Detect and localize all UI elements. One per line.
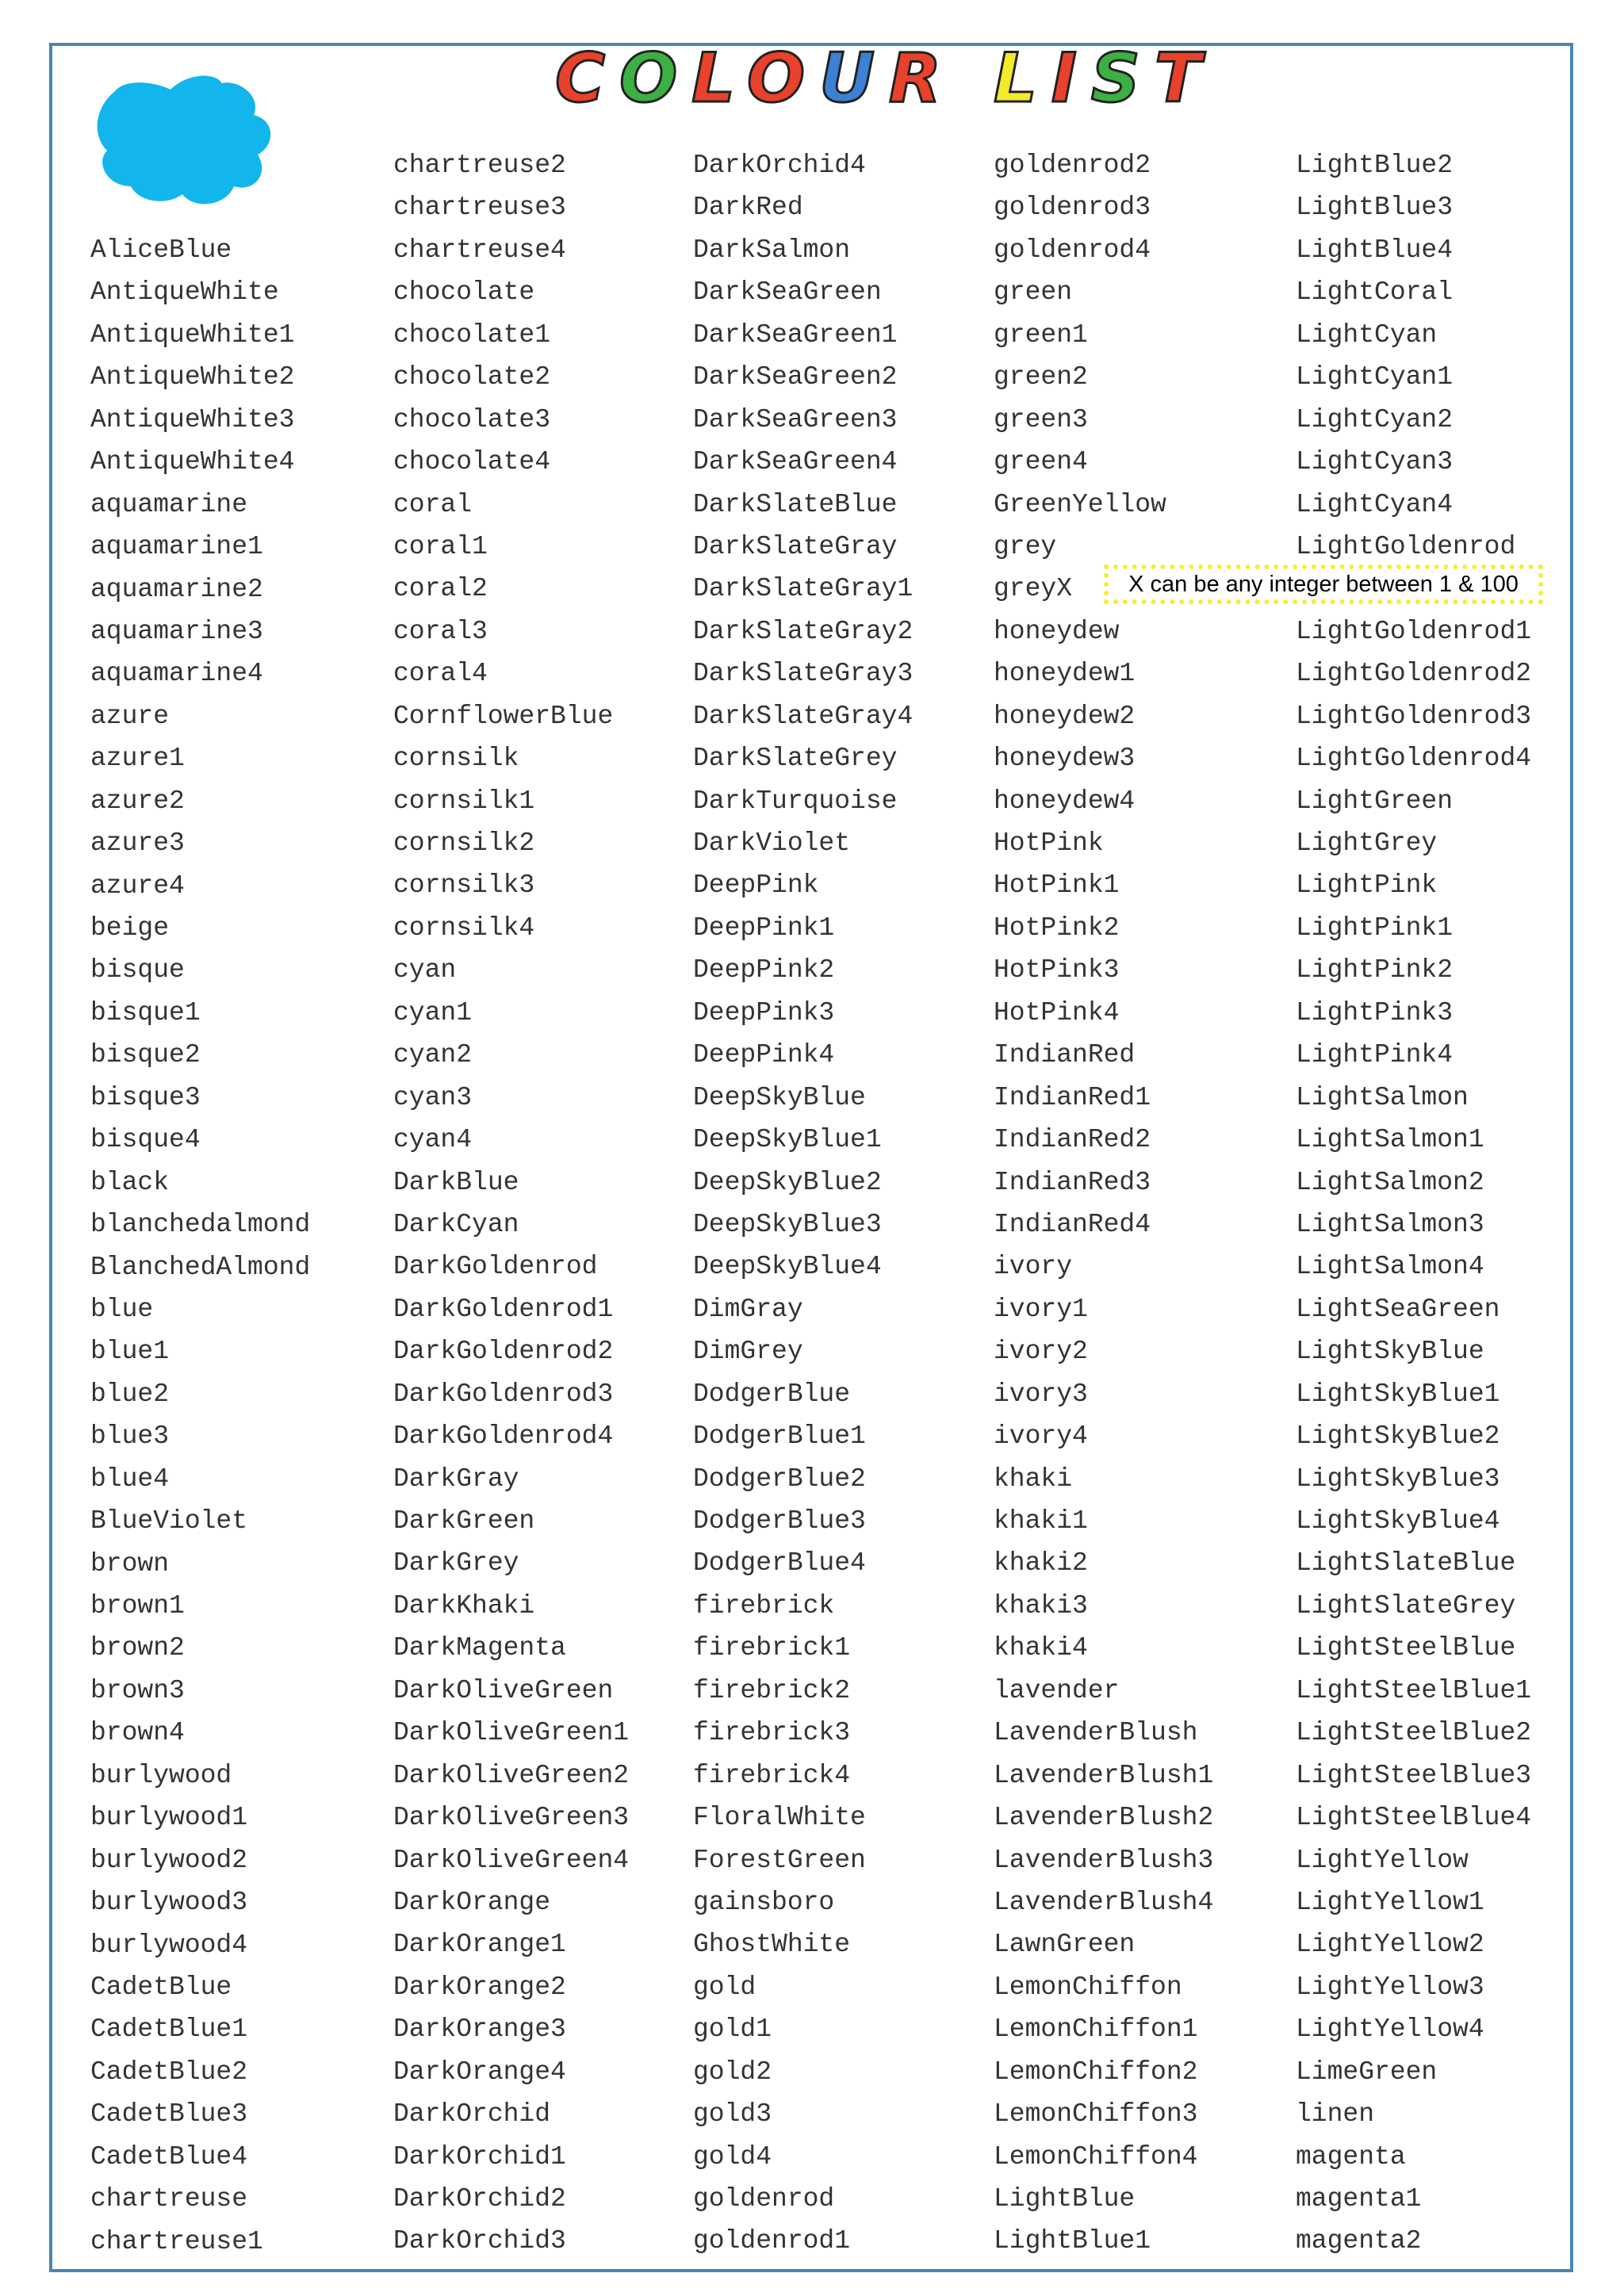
color-name-item: DarkOrange3 — [393, 2015, 566, 2045]
color-name-item: DarkOrchid4 — [693, 151, 866, 180]
color-name-item: BlanchedAlmond — [90, 1252, 311, 1282]
title-letter — [956, 39, 994, 118]
color-name-item: DarkSlateGray1 — [693, 574, 914, 604]
color-name-item: DarkOrange — [393, 1887, 551, 1917]
color-name-item: lavender — [994, 1675, 1120, 1705]
color-name-item: DarkKhaki — [393, 1590, 535, 1621]
color-name-item: brown3 — [90, 1675, 185, 1705]
title-letter: O — [746, 39, 820, 118]
color-name-item: aquamarine3 — [90, 616, 263, 646]
color-name-item: gold2 — [693, 2057, 772, 2087]
color-name-item: DarkOliveGreen4 — [393, 1845, 630, 1875]
color-name-item: DarkOliveGreen3 — [393, 1803, 630, 1833]
color-name-item: brown2 — [90, 1633, 185, 1663]
color-name-item: DarkSeaGreen3 — [693, 404, 898, 434]
color-name-item: coral — [393, 489, 473, 519]
color-name-item: LightCyan4 — [1296, 489, 1454, 519]
color-name-item: DarkSlateGray2 — [693, 616, 914, 646]
color-name-item: DarkSeaGreen4 — [693, 447, 898, 477]
color-column-1 — [90, 229, 310, 2263]
color-name-item: AntiqueWhite — [90, 277, 279, 308]
color-name-item: DarkSlateGrey — [693, 744, 898, 774]
color-name-item: HotPink2 — [994, 913, 1120, 943]
title-letter: U — [819, 39, 889, 118]
color-name-item: khaki4 — [994, 1633, 1088, 1663]
color-name-item: LightSteelBlue — [1296, 1633, 1516, 1663]
color-name-item: ForestGreen — [693, 1845, 866, 1875]
color-name-item: ivory — [994, 1252, 1073, 1282]
color-name-item: blue4 — [90, 1464, 170, 1494]
color-name-item: DarkSalmon — [693, 235, 851, 265]
color-name-item: DarkRed — [693, 193, 803, 223]
color-name-item: black — [90, 1167, 170, 1197]
title-letter: T — [1154, 39, 1216, 118]
color-name-item: magenta — [1296, 2141, 1406, 2172]
color-name-item: DeepSkyBlue1 — [693, 1125, 882, 1155]
color-name-item: gold — [693, 1972, 756, 2002]
color-name-item: cornsilk4 — [393, 913, 535, 943]
color-name-item: DodgerBlue1 — [693, 1422, 866, 1452]
color-name-item: beige — [90, 913, 170, 943]
color-name-item: LightPink2 — [1296, 955, 1454, 985]
color-name-item: LightBlue3 — [1296, 193, 1454, 223]
color-name-item: brown1 — [90, 1591, 185, 1621]
color-name-item: AntiqueWhite2 — [90, 362, 295, 392]
color-name-item: LimeGreen — [1296, 2057, 1438, 2087]
color-name-item: LightCyan3 — [1296, 447, 1454, 477]
color-name-item: green — [994, 277, 1073, 308]
color-name-item: HotPink4 — [994, 997, 1120, 1027]
color-name-item: chartreuse4 — [393, 235, 566, 265]
color-name-item: firebrick3 — [693, 1718, 851, 1748]
color-name-item: LightSkyBlue1 — [1296, 1379, 1500, 1409]
color-name-item: coral1 — [393, 531, 488, 561]
color-name-item: goldenrod1 — [693, 2226, 851, 2256]
color-name-item: DarkViolet — [693, 828, 851, 858]
color-name-item: LemonChiffon2 — [994, 2057, 1198, 2087]
color-name-item: IndianRed2 — [994, 1125, 1151, 1155]
color-name-item: LightBlue2 — [1296, 151, 1454, 180]
color-name-item: LightGoldenrod4 — [1296, 744, 1532, 774]
color-name-item: DodgerBlue — [693, 1379, 851, 1409]
color-name-item: CadetBlue — [90, 1972, 232, 2002]
color-name-item: DodgerBlue2 — [693, 1464, 866, 1494]
color-name-item: chocolate3 — [393, 404, 551, 434]
color-name-item: AliceBlue — [90, 235, 232, 265]
color-name-item: cornsilk2 — [393, 828, 535, 858]
color-name-item: CadetBlue4 — [90, 2141, 248, 2172]
color-name-item: green2 — [994, 362, 1088, 392]
color-name-item: DeepSkyBlue4 — [693, 1252, 882, 1282]
color-name-item: LightSalmon4 — [1296, 1252, 1484, 1282]
color-name-item: azure1 — [90, 744, 185, 774]
color-name-item: LightYellow2 — [1296, 1930, 1484, 1960]
color-name-item: magenta2 — [1296, 2226, 1422, 2256]
color-name-item: burlywood1 — [90, 1803, 248, 1833]
color-name-item: IndianRed4 — [994, 1209, 1151, 1239]
color-name-item: bisque3 — [90, 1082, 201, 1112]
greyx-note-callout: X can be any integer between 1 & 100 — [1104, 564, 1543, 604]
color-name-item: gold1 — [693, 2015, 772, 2045]
color-name-item: chocolate4 — [393, 447, 551, 477]
color-name-item: cyan4 — [393, 1125, 473, 1155]
color-name-item: DeepPink1 — [693, 913, 835, 943]
color-name-item: LightSteelBlue3 — [1296, 1760, 1532, 1790]
color-name-item: LightCoral — [1296, 277, 1454, 308]
title-letter: I — [1051, 39, 1091, 118]
color-name-item: firebrick4 — [693, 1760, 851, 1790]
color-name-item: DarkOliveGreen1 — [393, 1718, 630, 1748]
color-name-item: CadetBlue3 — [90, 2099, 248, 2130]
color-name-item: greyX — [994, 574, 1073, 604]
color-name-item: LightYellow4 — [1296, 2015, 1484, 2045]
color-name-item: goldenrod2 — [994, 151, 1151, 180]
color-name-item: LightGoldenrod — [1296, 531, 1516, 561]
color-name-item: cyan3 — [393, 1082, 473, 1112]
color-name-item: LightSkyBlue4 — [1296, 1506, 1500, 1536]
color-name-item: DeepPink — [693, 871, 819, 901]
color-name-item: coral4 — [393, 659, 488, 689]
color-name-item: bisque1 — [90, 997, 201, 1027]
color-name-item: azure — [90, 701, 170, 731]
color-name-item: LightSteelBlue1 — [1296, 1675, 1532, 1705]
color-name-item: chartreuse1 — [90, 2226, 263, 2256]
color-name-item: DeepPink4 — [693, 1040, 835, 1070]
color-name-item: blue — [90, 1294, 154, 1324]
color-name-item: LavenderBlush4 — [994, 1887, 1214, 1917]
color-name-item: DarkGoldenrod2 — [393, 1337, 614, 1367]
color-name-item: DodgerBlue4 — [693, 1548, 866, 1578]
color-name-item: IndianRed3 — [994, 1167, 1151, 1197]
color-name-item: DarkOrchid2 — [393, 2184, 566, 2214]
color-name-item: LightSalmon1 — [1296, 1125, 1484, 1155]
color-name-item: LightCyan1 — [1296, 362, 1454, 392]
color-name-item: LemonChiffon1 — [994, 2015, 1198, 2045]
color-name-item: LavenderBlush3 — [994, 1845, 1214, 1875]
color-name-item: chartreuse2 — [393, 151, 566, 180]
title-letter: C — [555, 39, 620, 118]
color-name-item: aquamarine1 — [90, 532, 263, 562]
color-name-item: DarkOrange4 — [393, 2057, 566, 2087]
color-name-item: GreenYellow — [994, 489, 1166, 519]
color-name-item: grey — [994, 531, 1057, 561]
color-name-item: BlueViolet — [90, 1506, 248, 1536]
color-name-item: DarkGoldenrod1 — [393, 1294, 614, 1324]
color-name-item: coral2 — [393, 574, 488, 604]
color-name-item: aquamarine4 — [90, 659, 263, 689]
color-name-item: AntiqueWhite4 — [90, 447, 295, 477]
color-name-item: LightBlue1 — [994, 2226, 1151, 2256]
color-name-item: LightSkyBlue — [1296, 1337, 1484, 1367]
color-name-item: FloralWhite — [693, 1803, 866, 1833]
color-name-item: DarkGoldenrod — [393, 1252, 598, 1282]
title-letter: L — [994, 39, 1051, 118]
color-name-item: cyan — [393, 955, 457, 985]
color-name-item: DarkCyan — [393, 1209, 519, 1239]
title-letter: L — [691, 39, 747, 118]
color-name-item: khaki — [994, 1464, 1073, 1494]
color-name-item: LightCyan2 — [1296, 404, 1454, 434]
color-name-item: LawnGreen — [994, 1930, 1136, 1960]
color-name-item: LemonChiffon — [994, 1972, 1182, 2002]
color-name-item: ivory4 — [994, 1422, 1088, 1452]
color-name-item: linen — [1296, 2099, 1375, 2130]
color-name-item: DarkOliveGreen — [393, 1675, 614, 1705]
color-name-item: burlywood — [90, 1760, 232, 1790]
color-name-item: LightGoldenrod3 — [1296, 701, 1532, 731]
color-name-item: LemonChiffon4 — [994, 2141, 1198, 2172]
color-name-item: DimGrey — [693, 1337, 803, 1367]
color-name-item: LightSlateBlue — [1296, 1548, 1516, 1578]
color-name-item: LightPink — [1296, 871, 1438, 901]
color-name-item: IndianRed1 — [994, 1082, 1151, 1112]
color-name-item: cyan2 — [393, 1040, 473, 1070]
color-column-4 — [994, 144, 1213, 2263]
color-name-item: khaki2 — [994, 1548, 1088, 1578]
color-name-item: cornsilk1 — [393, 786, 535, 816]
color-name-item: brown — [90, 1548, 170, 1578]
color-name-item: LightCyan — [1296, 320, 1438, 350]
page-title — [555, 35, 1216, 122]
color-name-item: burlywood3 — [90, 1888, 248, 1918]
color-name-item: LemonChiffon3 — [994, 2099, 1198, 2130]
color-name-item: CadetBlue1 — [90, 2015, 248, 2045]
color-name-item: DimGray — [693, 1294, 803, 1324]
color-name-item: DarkSlateGray4 — [693, 701, 914, 731]
color-name-item: honeydew4 — [994, 786, 1136, 816]
color-name-item: magenta1 — [1296, 2184, 1422, 2214]
color-name-item: IndianRed — [994, 1040, 1136, 1070]
color-name-item: LightSteelBlue2 — [1296, 1718, 1532, 1748]
color-name-item: LavenderBlush1 — [994, 1760, 1214, 1790]
color-name-item: cyan1 — [393, 997, 473, 1027]
title-letter: R — [888, 39, 956, 118]
color-name-item: DarkOrange2 — [393, 1972, 566, 2002]
color-name-item: LightGoldenrod1 — [1296, 616, 1532, 646]
color-name-item: LightPink4 — [1296, 1040, 1454, 1070]
color-name-item: green1 — [994, 320, 1088, 350]
color-name-item: burlywood2 — [90, 1845, 248, 1875]
color-name-item: LightSlateGrey — [1296, 1590, 1516, 1621]
color-name-item: goldenrod3 — [994, 193, 1151, 223]
color-name-item: khaki1 — [994, 1506, 1088, 1536]
color-name-item: firebrick2 — [693, 1675, 851, 1705]
color-name-item: chocolate2 — [393, 362, 551, 392]
paint-splash-icon — [83, 59, 305, 218]
color-name-item: DarkGoldenrod3 — [393, 1379, 614, 1409]
color-name-item: DarkMagenta — [393, 1633, 566, 1663]
title-letter: S — [1090, 39, 1155, 118]
color-name-item: cornsilk — [393, 744, 519, 774]
color-name-item: DeepSkyBlue — [693, 1082, 866, 1112]
color-name-item: blue3 — [90, 1422, 170, 1452]
color-name-item: chocolate1 — [393, 320, 551, 350]
color-name-item: khaki3 — [994, 1590, 1088, 1621]
color-name-item: ivory1 — [994, 1294, 1088, 1324]
color-name-item: aquamarine — [90, 489, 248, 519]
color-name-item: LightBlue — [994, 2184, 1136, 2214]
color-name-item: bisque — [90, 955, 185, 985]
color-name-item: LightYellow1 — [1296, 1887, 1484, 1917]
color-name-item: LavenderBlush2 — [994, 1803, 1214, 1833]
color-name-item: bisque2 — [90, 1040, 201, 1070]
color-name-item: azure4 — [90, 871, 185, 901]
color-name-item: goldenrod — [693, 2184, 835, 2214]
color-name-item: DarkSeaGreen — [693, 277, 882, 308]
color-name-item: green3 — [994, 404, 1088, 434]
color-name-item: DarkSlateGray3 — [693, 659, 914, 689]
color-name-item: LightPink3 — [1296, 997, 1454, 1027]
color-name-item: DarkGrey — [393, 1548, 519, 1578]
color-name-item: HotPink3 — [994, 955, 1120, 985]
color-name-item: bisque4 — [90, 1125, 201, 1155]
color-name-item: LightSeaGreen — [1296, 1294, 1500, 1324]
color-name-item: honeydew3 — [994, 744, 1136, 774]
color-name-item: firebrick1 — [693, 1633, 851, 1663]
color-name-item: LightGoldenrod2 — [1296, 659, 1532, 689]
color-name-item: DarkGreen — [393, 1506, 535, 1536]
color-name-item: GhostWhite — [693, 1930, 851, 1960]
color-name-item: blue2 — [90, 1379, 170, 1409]
color-name-item: azure3 — [90, 828, 185, 859]
color-name-item: LightSkyBlue2 — [1296, 1422, 1500, 1452]
color-name-item: AntiqueWhite3 — [90, 404, 295, 434]
color-name-item: green4 — [994, 447, 1088, 477]
color-name-item: DarkOrchid — [393, 2099, 551, 2130]
color-name-item: LavenderBlush — [994, 1718, 1198, 1748]
color-name-item: gold4 — [693, 2141, 772, 2172]
color-name-item: honeydew1 — [994, 659, 1136, 689]
color-name-item: LightGrey — [1296, 828, 1438, 858]
color-name-item: blanchedalmond — [90, 1210, 311, 1240]
color-name-item: DarkSlateGray — [693, 531, 898, 561]
color-column-3 — [693, 144, 913, 2263]
color-column-2 — [393, 144, 629, 2263]
color-name-item: DarkSeaGreen1 — [693, 320, 898, 350]
color-name-item: LightYellow — [1296, 1845, 1469, 1875]
color-name-item: HotPink — [994, 828, 1104, 858]
color-name-item: DodgerBlue3 — [693, 1506, 866, 1536]
color-name-item: LightSkyBlue3 — [1296, 1464, 1500, 1494]
color-name-item: DarkSeaGreen2 — [693, 362, 898, 392]
color-name-item: LightSalmon — [1296, 1082, 1469, 1112]
color-name-item: LightBlue4 — [1296, 235, 1454, 265]
color-name-item: DarkBlue — [393, 1167, 519, 1197]
color-name-item: gold3 — [693, 2099, 772, 2130]
color-name-item: LightSalmon2 — [1296, 1167, 1484, 1197]
color-name-item: DarkOrchid3 — [393, 2226, 566, 2256]
color-name-item: LightGreen — [1296, 786, 1454, 816]
color-name-item: aquamarine2 — [90, 574, 263, 604]
color-name-item: azure2 — [90, 786, 185, 816]
color-name-item: goldenrod4 — [994, 235, 1151, 265]
color-name-item: DarkGray — [393, 1464, 519, 1494]
color-name-item: LightSalmon3 — [1296, 1209, 1484, 1239]
color-column-5 — [1296, 144, 1531, 2263]
color-name-item: DeepSkyBlue3 — [693, 1209, 882, 1239]
color-name-item: cornsilk3 — [393, 871, 535, 901]
color-name-item: firebrick — [693, 1590, 835, 1621]
color-name-item: LightSteelBlue4 — [1296, 1803, 1532, 1833]
title-letter: O — [619, 39, 692, 118]
color-name-item: CornflowerBlue — [393, 701, 614, 731]
color-name-item: DeepSkyBlue2 — [693, 1167, 882, 1197]
color-name-item: brown4 — [90, 1718, 185, 1748]
color-name-item: honeydew2 — [994, 701, 1136, 731]
color-name-item: DarkOliveGreen2 — [393, 1760, 630, 1790]
color-name-item: burlywood4 — [90, 1930, 248, 1960]
color-name-item: LightPink1 — [1296, 913, 1454, 943]
color-name-item: DarkOrange1 — [393, 1930, 566, 1960]
color-name-item: gainsboro — [693, 1887, 835, 1917]
color-name-item: DeepPink2 — [693, 955, 835, 985]
color-name-item: chocolate — [393, 277, 535, 308]
color-name-item: honeydew — [994, 616, 1120, 646]
color-name-item: LightYellow3 — [1296, 1972, 1484, 2002]
color-name-item: chartreuse3 — [393, 193, 566, 223]
color-name-item: DarkSlateBlue — [693, 489, 898, 519]
color-name-item: AntiqueWhite1 — [90, 320, 295, 350]
color-name-item: chartreuse — [90, 2184, 248, 2214]
color-name-item: DeepPink3 — [693, 997, 835, 1027]
color-name-item: DarkOrchid1 — [393, 2141, 566, 2172]
color-name-item: DarkGoldenrod4 — [393, 1422, 614, 1452]
color-name-item: blue1 — [90, 1337, 170, 1367]
color-name-item: coral3 — [393, 616, 488, 646]
color-name-item: DarkTurquoise — [693, 786, 898, 816]
color-name-item: ivory2 — [994, 1337, 1088, 1367]
color-name-item: ivory3 — [994, 1379, 1088, 1409]
color-name-item: HotPink1 — [994, 871, 1120, 901]
color-name-item: CadetBlue2 — [90, 2057, 248, 2087]
